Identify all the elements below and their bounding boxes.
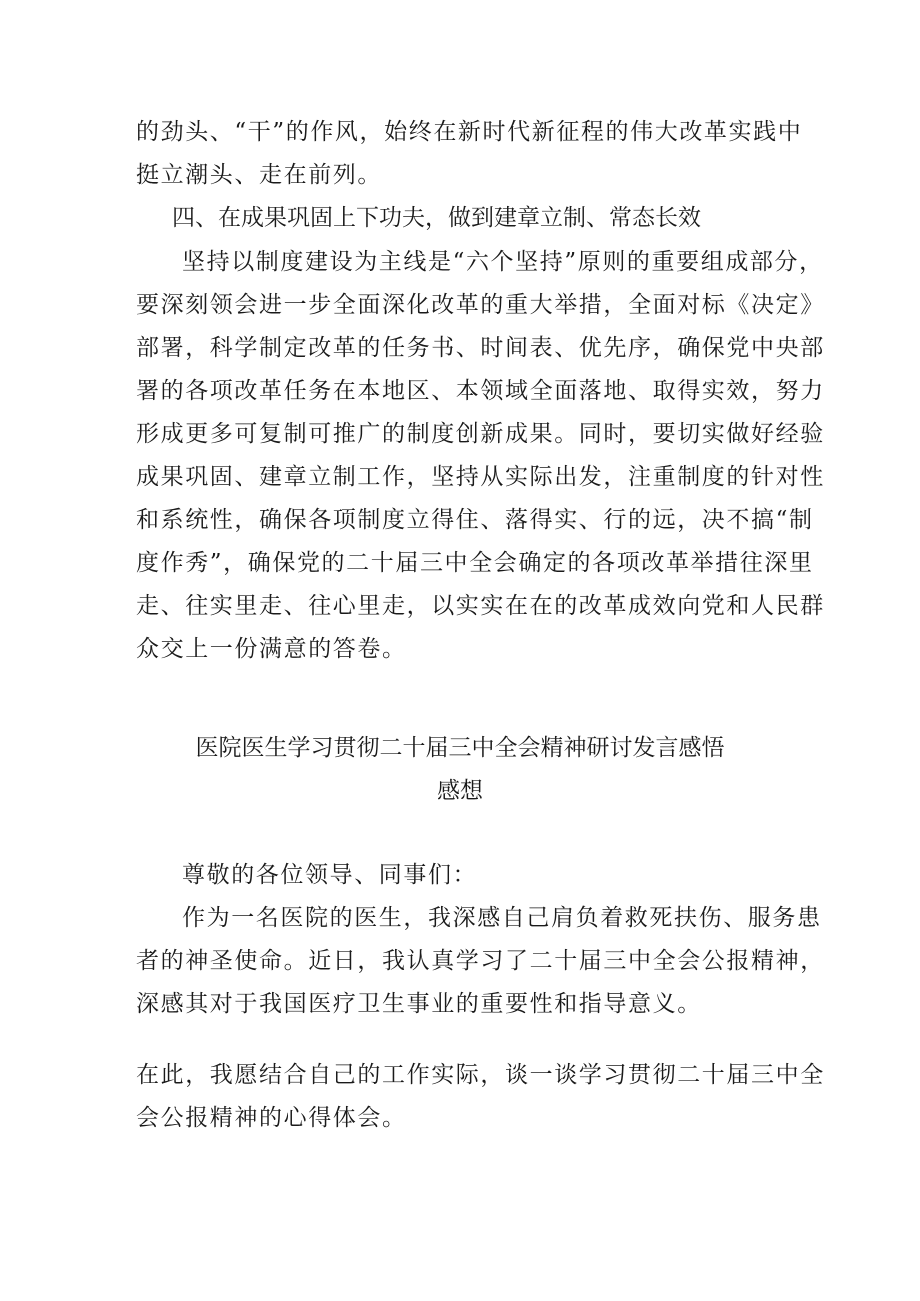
salutation: 尊敬的各位领导、同事们： [182,862,478,888]
continuation-line-2: 挺立潮头、走在前列。 [136,162,382,188]
section-4-line-1: 坚持以制度建设为主线是“六个坚持”原则的重要组成部分， [182,249,824,275]
continuation-line-1: 的劲头、“干”的作风，始终在新时代新征程的伟大改革实践中 [136,119,803,145]
intro-line-3: 深感其对于我国医疗卫生事业的重要性和指导意义。 [136,991,702,1017]
section-4-line-10: 众交上一份满意的答卷。 [136,636,407,662]
section-4-line-3: 部署，科学制定改革的任务书、时间表、优先序，确保党中央部 [136,335,825,361]
section-4-line-7: 和系统性，确保各项制度立得住、落得实、行的远，决不搞“制 [136,507,814,533]
section-4-line-9: 走、往实里走、往心里走，以实实在在的改革成效向党和人民群 [136,593,825,619]
section-4-heading: 四、在成果巩固上下功夫，做到建章立制、常态长效 [172,205,701,231]
intro-line-1: 作为一名医院的医生，我深感自己肩负着救死扶伤、服务患 [182,905,822,931]
section-4-line-2: 要深刻领会进一步全面深化改革的重大举措，全面对标《决定》 [136,292,825,318]
closing-line-2: 会公报精神的心得体会。 [136,1105,407,1131]
section-4-line-6: 成果巩固、建章立制工作，坚持从实际出发，注重制度的针对性 [136,464,825,490]
closing-line-1: 在此，我愿结合自己的工作实际，谈一谈学习贯彻二十届三中全 [136,1062,825,1088]
article-title-line-1: 医院医生学习贯彻二十届三中全会精神研讨发言感悟 [195,735,725,761]
intro-line-2: 者的神圣使命。近日，我认真学习了二十届三中全会公报精神， [136,948,825,974]
section-4-line-5: 形成更多可复制可推广的制度创新成果。同时，要切实做好经验 [136,421,825,447]
article-title-line-2: 感想 [437,778,483,804]
section-4-line-8: 度作秀”，确保党的二十届三中全会确定的各项改革举措往深里 [136,550,814,576]
section-4-line-4: 署的各项改革任务在本地区、本领域全面落地、取得实效，努力 [136,378,825,404]
